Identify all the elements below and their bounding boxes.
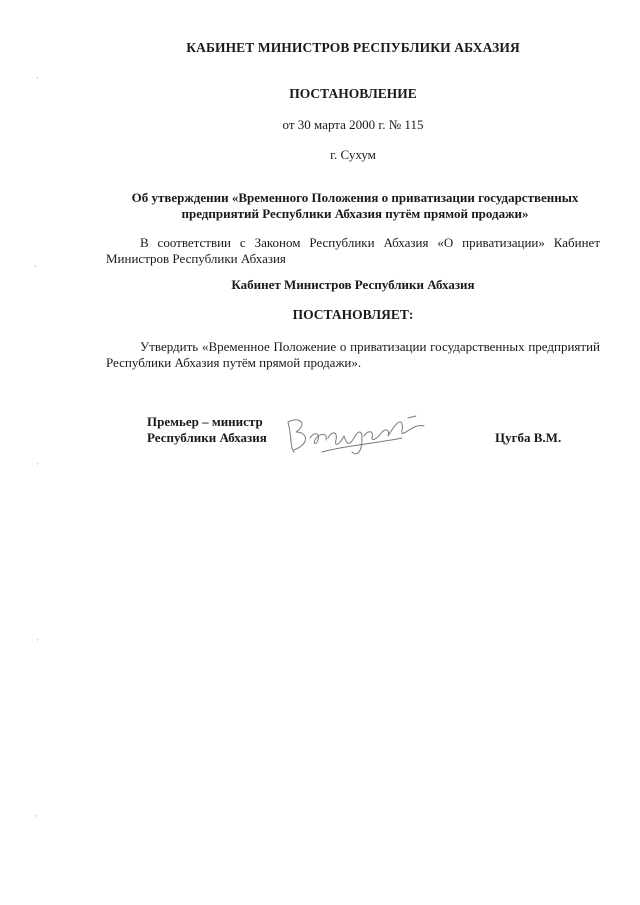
scan-artifact-mark: · (34, 262, 37, 272)
organization-header: КАБИНЕТ МИНИСТРОВ РЕСПУБЛИКИ АБХАЗИЯ (186, 40, 520, 55)
signatory-title (147, 414, 267, 446)
signatory-name: Цугба В.М. (495, 430, 562, 445)
date-number-line: от 30 марта 2000 г. № 115 (282, 117, 424, 132)
subject-line-2: предприятий Республики Абхазия путём прямой продажи» (181, 206, 529, 221)
issuer-heading: Кабинет Министров Республики Абхазия (231, 277, 475, 292)
signatory-title-line-1: Премьер – министр (147, 414, 263, 429)
signatory-title-line-2: Республики Абхазия (147, 430, 267, 445)
scan-artifact-mark: · (36, 636, 39, 646)
document-type-title: ПОСТАНОВЛЕНИЕ (289, 86, 417, 101)
scan-artifact-mark: · (36, 460, 39, 470)
subject-line-1: Об утверждении «Временного Положения о приватизации государственных (131, 190, 579, 205)
decision-paragraph: Утвердить «Временное Положение о приватизации государственных предприятий Республики Абхазия путём прямой продажи». (106, 339, 600, 370)
resolves-heading: ПОСТАНОВЛЯЕТ: (292, 307, 414, 322)
document-subject (110, 190, 600, 222)
handwritten-signature (282, 408, 442, 458)
scan-artifact-mark: · (36, 74, 39, 84)
scan-artifact-mark: · (34, 812, 37, 822)
city-line: г. Сухум (330, 147, 376, 162)
preamble-paragraph: В соответствии с Законом Республики Абхазия «О приватизации» Кабинет Министров Республики Абхазия (106, 235, 600, 266)
